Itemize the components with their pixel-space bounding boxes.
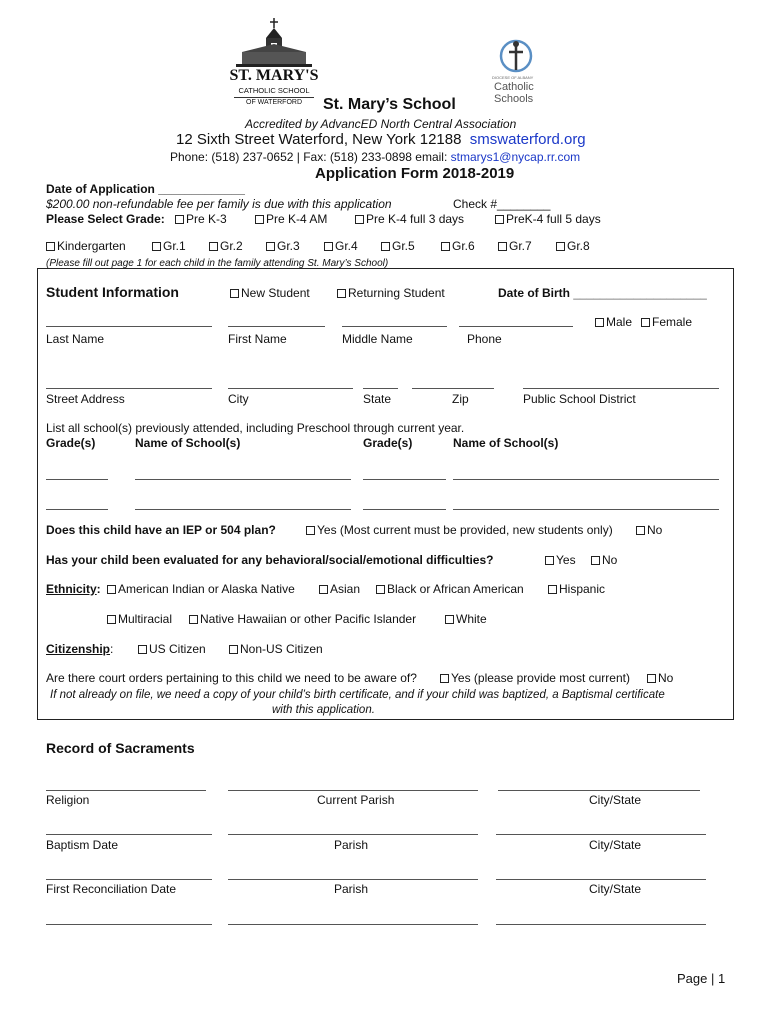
- grade-field[interactable]: [363, 509, 446, 510]
- street-field[interactable]: [46, 388, 212, 389]
- baptism-date-label: Baptism Date: [46, 838, 119, 852]
- page-note: (Please fill out page 1 for each child in the family attending St. Mary’s School): [46, 258, 389, 269]
- phone-field[interactable]: [459, 326, 573, 327]
- grade-field[interactable]: [46, 479, 108, 480]
- ethnicity-label: Ethnicity:: [46, 582, 101, 596]
- checkbox[interactable]: [636, 526, 645, 535]
- contact-line: [170, 150, 580, 164]
- reconciliation-parish-field[interactable]: [228, 879, 478, 880]
- option-label: No: [602, 553, 618, 567]
- city-state-field[interactable]: [498, 790, 700, 791]
- school-field[interactable]: [135, 479, 351, 480]
- grade-5[interactable]: [381, 239, 415, 253]
- court-yes-option[interactable]: [440, 671, 630, 685]
- option-label: No: [647, 523, 663, 537]
- citizenship-us[interactable]: [138, 642, 206, 656]
- dob-label: Date of Birth: [498, 286, 570, 300]
- email-link[interactable]: stmarys1@nycap.rr.com: [450, 150, 581, 164]
- checkbox[interactable]: [441, 242, 450, 251]
- reconciliation-date-label: First Reconciliation Date: [46, 882, 177, 896]
- option-label: American Indian or Alaska Native: [118, 582, 295, 596]
- address: 12 Sixth Street Waterford, New York 12188: [176, 131, 462, 148]
- school-name: St. Mary’s School: [323, 96, 456, 113]
- schools-intro: List all school(s) previously attended, including Preschool through current year.: [46, 421, 465, 435]
- grade-option-label: Gr.8: [567, 239, 590, 253]
- option-label: Native Hawaiian or other Pacific Islander: [200, 612, 417, 626]
- checkbox[interactable]: [376, 585, 385, 594]
- baptism-city-state-label: City/State: [589, 838, 642, 852]
- checkbox[interactable]: [107, 615, 116, 624]
- contact: Phone: (518) 237-0652 | Fax: (518) 233-0898 email:: [170, 150, 451, 164]
- checkbox[interactable]: [445, 615, 454, 624]
- birth-cert-note-1: If not already on file, we need a copy of your child’s birth certificate, and if your child was baptized, a Baptismal certificate: [50, 689, 665, 701]
- middle-name-field[interactable]: [342, 326, 447, 327]
- checkbox[interactable]: [337, 289, 346, 298]
- diocese-line1: Catholic: [494, 81, 534, 93]
- male-option[interactable]: [595, 315, 632, 329]
- ethnicity-american-indian[interactable]: [107, 582, 295, 596]
- zip-label: Zip: [452, 392, 469, 406]
- grade-prek4-3days[interactable]: [355, 212, 464, 226]
- baptism-date-field[interactable]: [46, 834, 212, 835]
- option-label: Black or African American: [387, 582, 524, 596]
- first-name-label: First Name: [228, 332, 287, 346]
- ethnicity-asian[interactable]: [319, 582, 360, 596]
- ethnicity-white[interactable]: [445, 612, 487, 626]
- option-label: Yes (Most current must be provided, new students only): [317, 523, 613, 537]
- grade-k[interactable]: [46, 239, 126, 253]
- diocese-emblem-icon: [496, 38, 536, 76]
- grade-option-label: Gr.5: [392, 239, 415, 253]
- student-heading: Student Information: [46, 284, 179, 300]
- baptism-city-state-field[interactable]: [496, 834, 706, 835]
- state-label: State: [363, 392, 392, 406]
- dob-line: ____________________: [573, 286, 707, 300]
- district-field[interactable]: [523, 388, 719, 389]
- option-label: Hispanic: [559, 582, 606, 596]
- grade-field[interactable]: [46, 509, 108, 510]
- school-field[interactable]: [453, 509, 719, 510]
- grade-prek4-am[interactable]: [255, 212, 327, 226]
- option-label: US Citizen: [149, 642, 206, 656]
- grade-8[interactable]: [556, 239, 590, 253]
- logo-line2: CATHOLIC SCHOOL: [238, 86, 310, 95]
- street-label: Street Address: [46, 392, 125, 406]
- grade-label: Please Select Grade:: [46, 212, 165, 226]
- birth-cert-note-2: with this application.: [272, 704, 375, 716]
- district-label: Public School District: [523, 392, 636, 406]
- school-col-header-2: Name of School(s): [453, 436, 559, 450]
- new-student-option[interactable]: [230, 286, 310, 300]
- checkbox[interactable]: [548, 585, 557, 594]
- middle-name-label: Middle Name: [342, 332, 413, 346]
- checkbox[interactable]: [175, 215, 184, 224]
- checkbox[interactable]: [230, 289, 239, 298]
- returning-student-option[interactable]: [337, 286, 445, 300]
- checkbox[interactable]: [255, 215, 264, 224]
- grade-option-label: Gr.6: [452, 239, 475, 253]
- grade-option-label: Gr.1: [163, 239, 186, 253]
- checkbox[interactable]: [595, 318, 604, 327]
- grade-7[interactable]: [498, 239, 532, 253]
- checkbox[interactable]: [152, 242, 161, 251]
- iep-yes-option[interactable]: [306, 523, 613, 537]
- option-label: White: [456, 612, 487, 626]
- option-label: Female: [652, 315, 693, 329]
- grade-option-label: Gr.3: [277, 239, 300, 253]
- grade-option-label: Kindergarten: [57, 239, 126, 253]
- religion-label: Religion: [46, 793, 90, 807]
- school-logo: [228, 16, 320, 106]
- citizenship-label: Citizenship:: [46, 642, 114, 656]
- grade-2[interactable]: [209, 239, 243, 253]
- citizenship-non-us[interactable]: [229, 642, 323, 656]
- grade-3[interactable]: [266, 239, 300, 253]
- grade-option-label: Pre K-3: [186, 212, 227, 226]
- grade-option-label: Gr.4: [335, 239, 358, 253]
- baptism-parish-label: Parish: [334, 838, 369, 852]
- reconciliation-date-field[interactable]: [46, 879, 212, 880]
- checkbox[interactable]: [495, 215, 504, 224]
- eval-question: Has your child been evaluated for any behavioral/social/emotional difficulties?: [46, 553, 494, 567]
- option-label: Asian: [330, 582, 361, 596]
- logo-line3: OF WATERFORD: [234, 97, 314, 107]
- reconciliation-city-state-field[interactable]: [496, 879, 706, 880]
- option-label: Non-US Citizen: [240, 642, 323, 656]
- school-field[interactable]: [135, 509, 351, 510]
- option-label: Multiracial: [118, 612, 173, 626]
- extra-field[interactable]: [46, 924, 212, 925]
- checkbox[interactable]: [556, 242, 565, 251]
- grade-prek4-5days[interactable]: [495, 212, 601, 226]
- checkbox[interactable]: [324, 242, 333, 251]
- logo-line1: ST. MARY'S: [229, 67, 319, 84]
- date-of-birth[interactable]: [498, 286, 707, 300]
- grade-option-label: Pre K-4 full 3 days: [366, 212, 465, 226]
- diocese-line2: Schools: [494, 93, 534, 105]
- accreditation: Accredited by AdvancED North Central Association: [245, 117, 517, 131]
- extra-field[interactable]: [496, 924, 706, 925]
- city-state-label: City/State: [589, 793, 642, 807]
- citizenship-label-text: Citizenship: [46, 642, 111, 656]
- current-parish-label: Current Parish: [317, 793, 395, 807]
- reconciliation-parish-label: Parish: [334, 882, 369, 896]
- first-name-field[interactable]: [228, 326, 325, 327]
- city-label: City: [228, 392, 249, 406]
- court-no-option[interactable]: [647, 671, 673, 685]
- grade-4[interactable]: [324, 239, 358, 253]
- religion-field[interactable]: [46, 790, 206, 791]
- school-col-header: Name of School(s): [135, 436, 241, 450]
- checkbox[interactable]: [107, 585, 116, 594]
- eval-yes-option[interactable]: [545, 553, 576, 567]
- current-parish-field[interactable]: [228, 790, 478, 791]
- grade-field[interactable]: [363, 479, 446, 480]
- state-field[interactable]: [363, 388, 398, 389]
- diocese-small: DIOCESE OF ALBANY: [492, 75, 534, 80]
- checkbox[interactable]: [641, 318, 650, 327]
- baptism-parish-field[interactable]: [228, 834, 478, 835]
- ethnicity-label-text: Ethnicity: [46, 582, 97, 596]
- iep-question: Does this child have an IEP or 504 plan?: [46, 523, 276, 537]
- grade-prek3[interactable]: [175, 212, 227, 226]
- eval-no-option[interactable]: [591, 553, 617, 567]
- checkbox[interactable]: [319, 585, 328, 594]
- iep-no-option[interactable]: [636, 523, 662, 537]
- grade-option-label: Gr.2: [220, 239, 243, 253]
- option-label: Yes (please provide most current): [451, 671, 630, 685]
- city-field[interactable]: [228, 388, 353, 389]
- reconciliation-city-state-label: City/State: [589, 882, 642, 896]
- grade-6[interactable]: [441, 239, 475, 253]
- grades-col-header: Grade(s): [46, 436, 96, 450]
- ethnicity-hispanic[interactable]: [548, 582, 605, 596]
- grades-col-header-2: Grade(s): [363, 436, 413, 450]
- checkbox[interactable]: [498, 242, 507, 251]
- address-line: [176, 131, 586, 148]
- check-number[interactable]: Check #________: [453, 197, 551, 211]
- option-label: No: [658, 671, 674, 685]
- last-name-field[interactable]: [46, 326, 212, 327]
- checkbox[interactable]: [545, 556, 554, 565]
- page-number: Page | 1: [677, 971, 726, 986]
- fee-text: $200.00 non-refundable fee per family is due with this application: [46, 197, 392, 211]
- checkbox[interactable]: [209, 242, 218, 251]
- checkbox[interactable]: [591, 556, 600, 565]
- checkbox[interactable]: [306, 526, 315, 535]
- sacraments-heading: Record of Sacraments: [46, 740, 195, 756]
- checkbox[interactable]: [138, 645, 147, 654]
- grade-option-label: PreK-4 full 5 days: [506, 212, 601, 226]
- ethnicity-pacific-islander[interactable]: [189, 612, 416, 626]
- website-link[interactable]: smswaterford.org: [469, 131, 586, 148]
- grade-1[interactable]: [152, 239, 186, 253]
- checkbox[interactable]: [355, 215, 364, 224]
- form-title: Application Form 2018-2019: [315, 165, 515, 182]
- option-label: Returning Student: [348, 286, 445, 300]
- grade-option-label: Pre K-4 AM: [266, 212, 328, 226]
- zip-field[interactable]: [412, 388, 494, 389]
- last-name-label: Last Name: [46, 332, 105, 346]
- checkbox[interactable]: [229, 645, 238, 654]
- checkbox[interactable]: [46, 242, 55, 251]
- option-label: New Student: [241, 286, 310, 300]
- diocese-logo: [492, 38, 540, 108]
- phone-label: Phone: [467, 332, 502, 346]
- checkbox[interactable]: [647, 674, 656, 683]
- church-icon: [228, 16, 320, 68]
- checkbox[interactable]: [381, 242, 390, 251]
- ethnicity-multiracial[interactable]: [107, 612, 172, 626]
- school-field[interactable]: [453, 479, 719, 480]
- option-label: Yes: [556, 553, 576, 567]
- court-question: Are there court orders pertaining to this child we need to be aware of?: [46, 671, 417, 685]
- checkbox[interactable]: [189, 615, 198, 624]
- checkbox[interactable]: [440, 674, 449, 683]
- female-option[interactable]: [641, 315, 692, 329]
- checkbox[interactable]: [266, 242, 275, 251]
- ethnicity-black[interactable]: [376, 582, 524, 596]
- grade-option-label: Gr.7: [509, 239, 532, 253]
- option-label: Male: [606, 315, 633, 329]
- extra-field[interactable]: [228, 924, 478, 925]
- date-of-application[interactable]: Date of Application _____________: [46, 182, 245, 196]
